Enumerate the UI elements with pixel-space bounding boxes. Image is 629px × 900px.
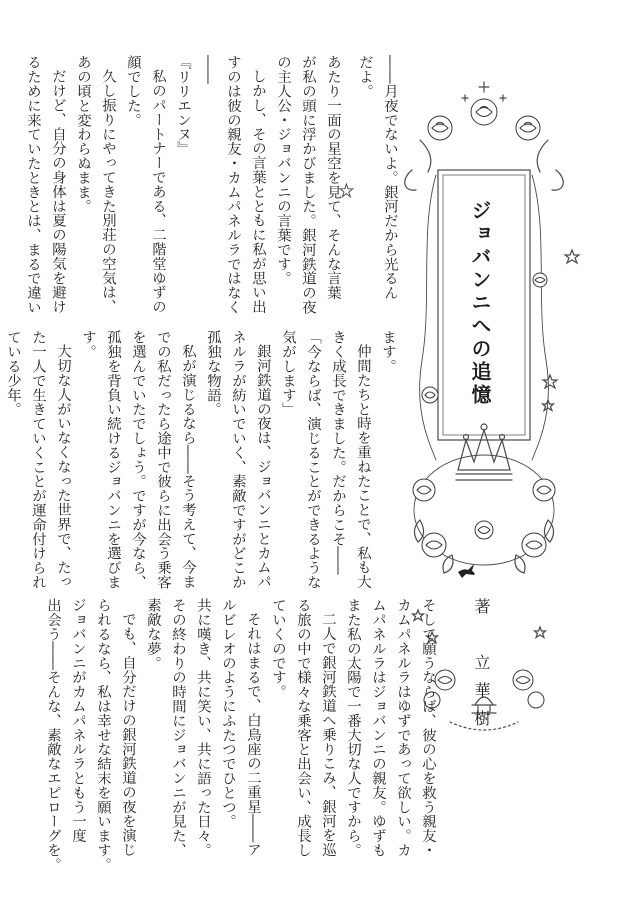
text-block-right-top (352, 55, 402, 300)
text-line: 仲間たちと時を重ねたことで、私も大 (355, 344, 371, 589)
text-block-left-top (20, 55, 345, 314)
rose-icon-lower-right2 (528, 692, 544, 708)
text-line: ます。 (380, 330, 396, 374)
text-line: す。 (80, 330, 96, 359)
text-block-bottom (40, 598, 440, 872)
text-line: 私のパートナーである、二階堂ゆずの (150, 69, 166, 314)
text-line: が私の頭に浮かびました。銀河鉄道の夜 (300, 55, 316, 315)
text-line: ―― (200, 55, 216, 84)
rose-icon-wreath-left2 (422, 533, 446, 557)
rose-icon-wreath-right2 (522, 533, 546, 557)
text-line: 孤独な物語。 (205, 330, 221, 417)
text-line: カムパネルラはゆずであって欲しい。カ (395, 598, 411, 858)
text-line: 素敵な夢。 (145, 598, 161, 670)
text-line: 私が演じるなら――そう考えて、今ま (180, 344, 196, 589)
text-line: それはまるで、白鳥座の二重星――ア (245, 612, 261, 857)
text-line: 銀河鉄道の夜は、ジョバンニとカムパ (255, 344, 271, 589)
text-line: ルビレオのようにふたつでひとつ。 (220, 598, 236, 829)
text-line: ――月夜でないよ。銀河だから光るん (382, 55, 398, 300)
text-line: だけど、自分の身体は夏の陽気を避け (50, 69, 66, 314)
rose-icon-bottom (475, 521, 493, 539)
text-line: でも、自分だけの銀河鉄道の夜を演じ (120, 612, 136, 857)
text-line: ネルラが紡いでいく、素敵ですがどこか (230, 330, 246, 590)
text-line: 孤独を背負い続けるジョバンニを選びま (105, 330, 121, 590)
text-line: での私だったら途中で彼らに出会う乗客 (155, 330, 171, 590)
text-line: ジョバンニがカムパネルラともう一度 (70, 598, 86, 843)
story-title: ジョバンニへの追憶 (468, 200, 492, 407)
text-line: ていくのです。 (270, 598, 286, 699)
text-line: 顔でした。 (125, 55, 141, 127)
text-line: また私の太陽で一番大切な人ですから。 (345, 598, 361, 858)
text-line: 「今ならば、演じることができるような (305, 330, 321, 590)
text-line: だよ。 (357, 55, 373, 99)
text-line: 久し振りにやってきた別荘の空気は、 (100, 69, 116, 314)
rose-icon-left-1 (422, 387, 438, 403)
text-line: 二人で銀河鉄道へ乗りこみ、銀河を巡 (320, 612, 336, 857)
rose-icon-wreath-left (413, 479, 435, 501)
rose-icon-top-left (428, 116, 452, 140)
text-line: ムパネルラはジョバンニの親友。ゆずも (370, 598, 386, 858)
bird-icon (458, 564, 475, 578)
text-line: られるなら、私は幸せな結末を願います。 (95, 598, 111, 872)
crown-icon (458, 430, 510, 470)
rose-icon-wreath-right (533, 479, 555, 501)
text-block-right-bottom (5, 330, 400, 590)
rose-icon-top-right (516, 116, 540, 140)
text-line: の主人公・ジョバンニの言葉です。 (275, 55, 291, 286)
text-line: 共に嘆き、共に笑い、共に語った日々。 (195, 598, 211, 858)
rose-icon-lower-right (513, 670, 533, 690)
text-line: 出会う――そんな、素敵なエピローグを。 (45, 598, 61, 872)
text-line: を選んでいたでしょう。ですが今なら、 (130, 330, 146, 590)
text-line: る旅の中で様々な乗客と出会い、成長し (295, 598, 311, 858)
text-line: た一人で生きていくことが運命付けられ (30, 330, 46, 590)
text-line: しかし、その言葉とともに私が思い出 (250, 69, 266, 314)
text-line: ている少年。 (5, 330, 21, 417)
text-line: あの頃と変わらぬまま。 (75, 55, 91, 214)
text-line: 『リリエンヌ』 (175, 55, 191, 156)
text-line: 気がします」 (280, 330, 296, 417)
rose-icon-top-mid (471, 99, 497, 125)
text-line: 大切な人がいなくなった世界で、たっ (55, 344, 71, 589)
text-line: るために来ていたときとは、まるで違い (25, 55, 41, 315)
text-line: その終わりの時間にジョバンニが見た、 (170, 598, 186, 858)
text-line: きく成長できました。だからこそ―― (330, 330, 346, 575)
rose-icon-right-1 (533, 273, 547, 287)
author-credit: 著 立華樹 (472, 598, 491, 738)
text-line: すのは彼の親友・カムパネルラではなく (225, 55, 241, 315)
text-line: そして願うならば、彼の心を救う親友・ (420, 598, 436, 858)
text-line: あたり一面の星空を見て、そんな言葉 (325, 55, 341, 300)
